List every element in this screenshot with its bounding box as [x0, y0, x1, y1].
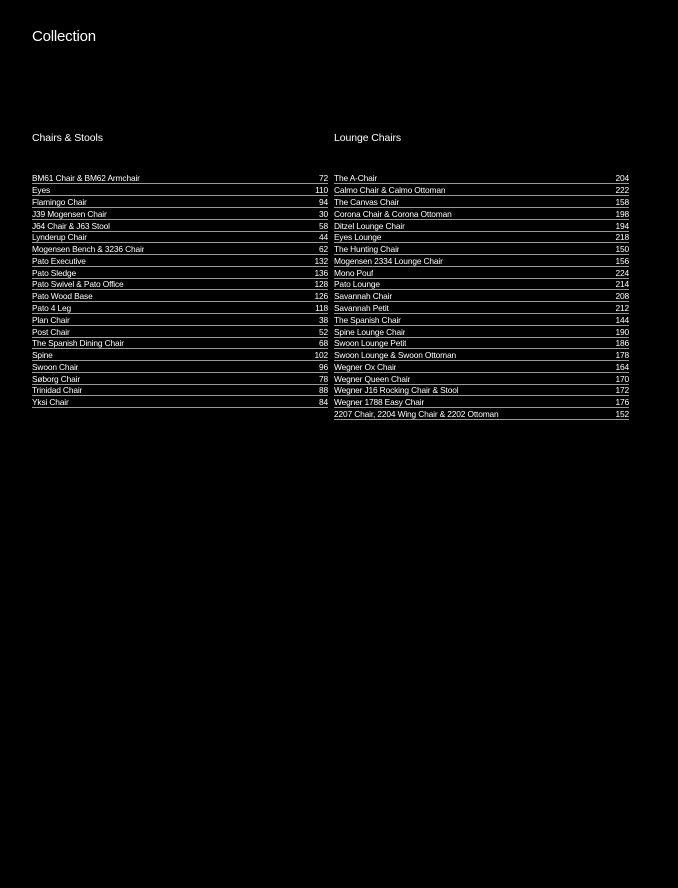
entry-name: The Canvas Chair	[334, 196, 400, 207]
entry-name: Wegner Queen Chair	[334, 373, 411, 384]
entry-page-number: 204	[615, 173, 629, 184]
entry-name: Corona Chair & Corona Ottoman	[334, 208, 452, 219]
entry-page-number: 178	[615, 350, 629, 361]
entry-page-number: 68	[318, 338, 328, 349]
entry-name: Pato 4 Leg	[32, 302, 72, 313]
entry-page-number: 214	[615, 279, 629, 290]
column-chairs-stools	[32, 131, 328, 409]
entry-name: Pato Wood Base	[32, 291, 93, 302]
index-entry	[334, 350, 629, 361]
entry-page-number: 132	[314, 255, 328, 266]
section-heading: Lounge Chairs	[334, 132, 401, 144]
entry-page-number: 78	[318, 373, 328, 384]
entry-page-number: 44	[318, 232, 328, 243]
index-entry	[32, 173, 328, 184]
page-title: Collection	[32, 28, 96, 45]
index-entry	[32, 373, 328, 384]
entry-page-number: 102	[314, 350, 328, 361]
entry-page-number: 94	[318, 196, 328, 207]
entry-name: Post Chair	[32, 326, 70, 337]
entry-page-number: 224	[615, 267, 629, 278]
index-entry	[32, 255, 328, 266]
entry-page-number: 208	[615, 291, 629, 302]
entry-name: Flamingo Chair	[32, 196, 87, 207]
index-entry	[32, 350, 328, 361]
entry-page-number: 172	[615, 385, 629, 396]
entry-name: Trinidad Chair	[32, 385, 83, 396]
entry-page-number: 186	[615, 338, 629, 349]
index-entry	[334, 255, 629, 266]
index-entry	[334, 220, 629, 231]
entry-page-number: 198	[615, 208, 629, 219]
index-entry	[334, 244, 629, 255]
entry-name: Pato Swivel & Pato Office	[32, 279, 124, 290]
entry-name: J39 Mogensen Chair	[32, 208, 107, 219]
entry-page-number: 144	[615, 314, 629, 325]
index-entry	[32, 362, 328, 373]
entry-page-number: 218	[615, 232, 629, 243]
index-entry	[32, 385, 328, 396]
entry-name: Eyes	[32, 185, 51, 196]
entry-page-number: 194	[615, 220, 629, 231]
index-list	[334, 173, 629, 420]
index-entry	[334, 185, 629, 196]
entry-page-number: 156	[615, 255, 629, 266]
entry-name: Swoon Lounge Petit	[334, 338, 407, 349]
entry-page-number: 84	[318, 397, 328, 408]
index-entry	[32, 185, 328, 196]
entry-page-number: 62	[318, 244, 328, 255]
entry-name: Swoon Chair	[32, 361, 79, 372]
entry-name: Mogensen Bench & 3236 Chair	[32, 244, 145, 255]
entry-name: Ditzel Lounge Chair	[334, 220, 405, 231]
index-entry	[334, 232, 629, 243]
index-entry	[32, 338, 328, 349]
entry-page-number: 30	[318, 208, 328, 219]
index-entry	[32, 208, 328, 219]
index-entry	[32, 197, 328, 208]
index-entry	[32, 314, 328, 325]
section-heading: Chairs & Stools	[32, 132, 103, 144]
entry-page-number: 52	[318, 326, 328, 337]
entry-name: Swoon Lounge & Swoon Ottoman	[334, 350, 456, 361]
entry-name: Mono Pouf	[334, 267, 374, 278]
entry-name: J64 Chair & J63 Stool	[32, 220, 110, 231]
column-lounge-chairs	[334, 131, 629, 420]
entry-page-number: 212	[615, 302, 629, 313]
index-entry	[334, 208, 629, 219]
index-entry	[32, 232, 328, 243]
index-entry	[334, 267, 629, 278]
index-entry	[334, 303, 629, 314]
entry-page-number: 164	[615, 361, 629, 372]
entry-page-number: 128	[314, 279, 328, 290]
entry-page-number: 190	[615, 326, 629, 337]
index-entry	[32, 220, 328, 231]
entry-name: Wegner Ox Chair	[334, 361, 397, 372]
entry-page-number: 58	[318, 220, 328, 231]
index-entry	[334, 314, 629, 325]
entry-name: Eyes Lounge	[334, 232, 382, 243]
entry-name: The Hunting Chair	[334, 244, 400, 255]
entry-page-number: 126	[314, 291, 328, 302]
entry-page-number: 158	[615, 196, 629, 207]
entry-name: Pato Executive	[32, 255, 86, 266]
entry-page-number: 176	[615, 397, 629, 408]
entry-name: Wegner 1788 Easy Chair	[334, 397, 425, 408]
index-entry	[334, 173, 629, 184]
entry-name: Savannah Petit	[334, 302, 389, 313]
index-entry	[32, 279, 328, 290]
index-entry	[334, 362, 629, 373]
entry-name: Pato Sledge	[32, 267, 76, 278]
entry-name: Calmo Chair & Calmo Ottoman	[334, 185, 446, 196]
entry-name: 2207 Chair, 2204 Wing Chair & 2202 Ottoman	[334, 409, 499, 420]
index-entry	[32, 244, 328, 255]
index-entry	[32, 267, 328, 278]
index-list	[32, 173, 328, 408]
entry-page-number: 96	[318, 361, 328, 372]
index-entry	[32, 303, 328, 314]
index-entry	[334, 373, 629, 384]
entry-page-number: 136	[314, 267, 328, 278]
entry-name: Pato Lounge	[334, 279, 380, 290]
entry-page-number: 38	[318, 314, 328, 325]
index-entry	[334, 397, 629, 408]
entry-name: Wegner J16 Rocking Chair & Stool	[334, 385, 459, 396]
index-entry	[32, 326, 328, 337]
entry-name: The A-Chair	[334, 173, 378, 184]
entry-page-number: 118	[315, 302, 328, 313]
entry-page-number: 150	[615, 244, 629, 255]
entry-page-number: 110	[315, 185, 328, 196]
entry-name: The Spanish Chair	[334, 314, 401, 325]
index-entry	[334, 338, 629, 349]
index-entry	[334, 291, 629, 302]
index-entry	[334, 197, 629, 208]
index-entry	[32, 397, 328, 408]
entry-page-number: 72	[318, 173, 328, 184]
index-entry	[334, 409, 629, 420]
entry-name: Mogensen 2334 Lounge Chair	[334, 255, 443, 266]
entry-name: Spine	[32, 350, 53, 361]
entry-name: Lynderup Chair	[32, 232, 87, 243]
entry-name: BM61 Chair & BM62 Armchair	[32, 173, 140, 184]
entry-page-number: 222	[615, 185, 629, 196]
entry-page-number: 170	[615, 373, 629, 384]
index-entry	[32, 291, 328, 302]
entry-page-number: 88	[318, 385, 328, 396]
entry-name: Spine Lounge Chair	[334, 326, 406, 337]
entry-page-number: 152	[615, 409, 629, 420]
entry-name: Yksi Chair	[32, 397, 69, 408]
entry-name: Savannah Chair	[334, 291, 392, 302]
entry-name: Søborg Chair	[32, 373, 81, 384]
index-entry	[334, 279, 629, 290]
entry-name: The Spanish Dining Chair	[32, 338, 124, 349]
index-entry	[334, 326, 629, 337]
entry-name: Plan Chair	[32, 314, 70, 325]
index-entry	[334, 385, 629, 396]
